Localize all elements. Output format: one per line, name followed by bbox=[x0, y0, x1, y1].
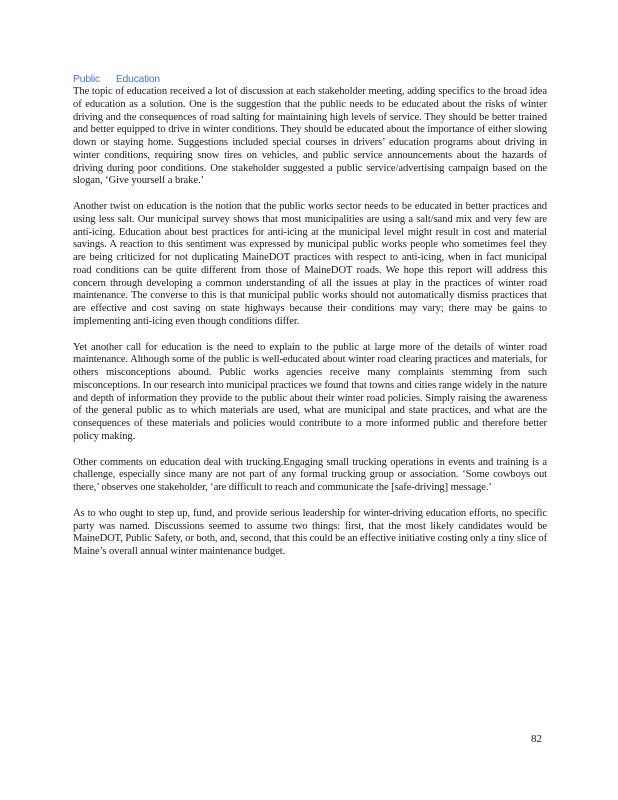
paragraph-public-education: The topic of education received a lot of discussion at each stakeholder meeting, adding specifics to the broad idea of education as a solution. One is the suggestion that the public needs to be educated about the risks of winter driving and the consequences of road salting for maintaining high levels of service. They should be better trained and better equipped to drive in winter conditions. They should be educated about the importance of either slowing down or staying home. Suggestions included special courses in drivers’ education programs about driving in winter conditions, requiring snow tires on vehicles, and public service announcements about the hazards of driving during poor conditions. One stakeholder suggested a public service/advertising campaign based on the slogan, ‘Give yourself a brake.’ bbox=[73, 86, 547, 187]
paragraph-public-at-large: Yet another call for education is the need to explain to the public at large more of the details of winter road maintenance. Although some of the public is well-educated about winter road clearing practices and materials, for others misconceptions abound. Public works agencies receive many complaints stemming from such misconceptions. In our research into municipal practices we found that towns and cities range widely in the nature and depth of information they provide to the public about their winter road policies. Simply raising the awareness of the general public as to which materials are used, what are municipal and state practices, and what are the consequences of these materials and policies would contribute to a more informed public and therefore better policy making. bbox=[73, 341, 547, 442]
page-number: 82 bbox=[531, 733, 542, 745]
paragraph-leadership: As to who ought to step up, fund, and provide serious leadership for winter-driving education efforts, no specific party was named. Discussions seemed to assume two things: first, that the most likely candidates would be MaineDOT, Public Safety, or both, and, second, that this could be an effective initiative costing only a tiny slice of Maine’s overall annual winter maintenance budget. bbox=[73, 507, 547, 557]
section-heading-word-1: Public bbox=[73, 73, 100, 85]
paragraph-trucking: Other comments on education deal with trucking.Engaging small trucking operations in events and training is a challenge, especially since many are not part of any formal trucking group or association. ‘Some cowboys out there,’ observes one stakeholder, ‘are difficult to reach and communicate the [safe-driving] message.’ bbox=[73, 456, 547, 493]
section-heading-word-2: Education bbox=[115, 73, 160, 85]
page-content bbox=[73, 73, 547, 572]
section-heading bbox=[73, 73, 547, 85]
paragraph-public-works-education: Another twist on education is the notion that the public works sector needs to be educated in better practices and using less salt. Our municipal survey shows that most municipalities are using a salt/sand mix and very few are anti-icing. Education about best practices for anti-icing at the municipal level might result in cost and material savings. A reaction to this sentiment was expressed by municipal public works people who sometimes feel they are being criticized for not duplicating MaineDOT practices with respect to anti-icing, when in fact municipal road conditions can be quite different from those of MaineDOT roads. We hope this report will address this concern through developing a common understanding of all the issues at play in the practices of winter road maintenance. The converse to this is that municipal public works should not automatically dismiss practices that are effective and cost saving on state highways because their conditions may vary; there may be gains to implementing anti-icing even though conditions differ. bbox=[73, 201, 547, 327]
